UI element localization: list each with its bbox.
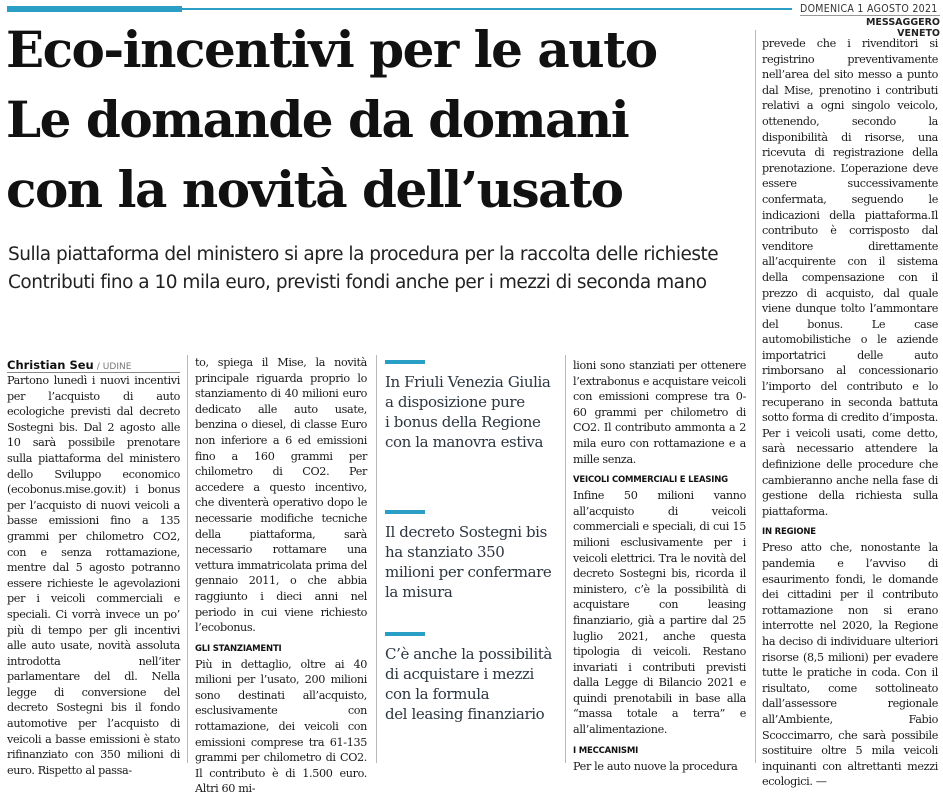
pullquote-line: del leasing finanziario: [385, 705, 545, 723]
byline-author: Christian Seu: [7, 358, 94, 372]
article-paragraph: lioni sono stanziati per ottenere l’extrabonus e acquistare veicoli con emissioni comprese tra 0-60 grammi per chilometro di CO2. Il contributo ammonta a 2 mila euro con rottamazione e a mille senza.: [573, 359, 746, 466]
article-paragraph: Più in dettaglio, oltre ai 40 milioni per l’usato, 200 milioni sono destinati all’acquisto, esclusivamente con rottamazione, dei veicoli con emissioni comprese tra 61-135 grammi per chilometro di CO2. Il contributo è di 1.500 euro. Altri 60 mi-: [195, 657, 367, 796]
pullquote-line: la misura: [385, 583, 453, 601]
pullquote-line: milioni per confermare: [385, 563, 552, 581]
section-heading: GLI STANZIAMENTI: [195, 643, 282, 654]
byline-place: UDINE: [102, 362, 132, 372]
article-column-4: [573, 358, 746, 774]
masthead-rule: [182, 8, 792, 10]
pullquote-line: a disposizione pure: [385, 393, 525, 411]
article-paragraph: prevede che i rivenditori si registrino preventivamente nell’area del sito messo a punto dal Mise, prenotino i contributi relativi a ogni singolo veicolo, ottenendo, secondo la disponibilità di risorse, una ricevuta di registrazione della prenotazione. L’operazione deve essere successivamente confermata, seguendo le indicazioni della piattaforma.Il contributo è corrisposto dal venditore direttamente all’acquirente con il sistema della compensazione con il prezzo di acquisto, dal quale viene dunque tolto l’ammontare del bonus. Le case automobilistiche o le aziende importatrici delle auto rimborsano al concessionario l’importo del contributo e lo recuperano in seconda battuta sotto forma di credito d’imposta. Per i veicoli usati, come detto, sarà necessario attendere la definizione delle procedure che cambieranno anche nella fase di gestione della richiesta sulla piattaforma.: [762, 37, 938, 518]
article-paragraph: Preso atto che, nonostante la pandemia e l’avviso di esaurimento fondi, le domande dei cittadini per il contributo rottamazione non si erano interrotte nel 2020, la Regione ha deciso di individuare ulteriori risorse (8,5 milioni) per evadere tutte le pratiche in coda. Con il risultato, come sottolineato dall’assessore regionale all’Ambiente, Fabio Scoccimarro, che sarà possibile sostituire oltre 5 mila veicoli inquinanti con altrettanti mezzi ecologici. —: [762, 541, 938, 789]
headline: [6, 15, 756, 225]
article-column-5: [762, 36, 938, 790]
pullquote-line: Il decreto Sostegni bis: [385, 523, 547, 541]
pullquote-accent: [385, 360, 425, 364]
article-column-1: [7, 373, 180, 778]
byline-separator: /: [96, 362, 100, 372]
subheadline-line: Contributi fino a 10 mila euro, previsti fondi anche per i mezzi di seconda mano: [8, 272, 707, 293]
column-divider: [755, 30, 756, 763]
pullquote-line: ha stanziato 350: [385, 543, 505, 561]
byline: [7, 358, 180, 372]
column-divider: [376, 355, 377, 763]
pullquote-line: i bonus della Regione: [385, 413, 541, 431]
article-paragraph: Infine 50 milioni vanno all’acquisto di veicoli commerciali e speciali, di cui 15 milioni esclusivamente per i veicoli elettrici. Tra le novità del decreto Sostegni bis, ricorda il ministero, c’è la possibilità di acquistare con leasing finanziario, già a partire dal 25 luglio 2021, anche questa tipologia di veicoli. Restano invariati i contributi previsti dalla Legge di Bilancio 2021 e quindi prenotabili in base alla “massa totale a terra” e all’alimentazione.: [573, 489, 746, 737]
pullquote-text: [385, 644, 557, 724]
pullquote-accent: [385, 632, 425, 636]
column-divider: [187, 355, 188, 763]
pullquote-text: [385, 522, 557, 602]
pullquote-line: di acquistare i mezzi: [385, 665, 534, 683]
masthead-date: DOMENICA 1 AGOSTO 2021: [800, 3, 938, 15]
pullquote-line: In Friuli Venezia Giulia: [385, 373, 551, 391]
headline-line: Eco-incentivi per le auto: [6, 20, 657, 79]
pullquote-line: con la manovra estiva: [385, 433, 543, 451]
pullquote-accent: [385, 510, 425, 514]
pullquote: [385, 510, 557, 602]
pullquote-line: con la formula: [385, 685, 490, 703]
masthead-paper-name: MESSAGGERO VENETO: [865, 17, 940, 39]
article-paragraph: Per le auto nuove la procedura: [573, 759, 738, 773]
pullquote: [385, 360, 557, 452]
section-heading: IN REGIONE: [762, 527, 816, 538]
section-heading: I MECCANISMI: [573, 745, 639, 756]
masthead-separator: [800, 15, 940, 16]
article-paragraph: to, spiega il Mise, la novità principale riguarda proprio lo stanziamento di 40 milioni euro dedicato alle auto usate, benzina o diesel, di classe Euro non inferiore a 6 ed emissioni fino a 160 grammi per chilometro di CO2. Per accedere a questo incentivo, che diventerà operativo dopo le necessarie modifiche tecniche della piattaforma, sarà necessario rottamare una vettura immatricolata prima del gennaio 2011, o che abbia raggiunto i dieci anni nel periodo in cui viene richiesto l’ecobonus.: [195, 356, 367, 635]
article-column-2: [195, 355, 367, 797]
article-paragraph: Partono lunedì i nuovi incentivi per l’acquisto di auto ecologiche previsti dal decreto Sostegni bis. Dal 2 agosto alle 10 sarà possibile prenotare sulla piattaforma del ministero dello Sviluppo economico (ecobonus.mise.gov.it) i bonus per l’acquisto di nuovi veicoli a basse emissioni fino a 135 grammi per chilometro CO2, con e senza rottamazione, mentre dal 5 agosto potranno essere richieste le agevolazioni per i veicoli commerciali e speciali. Ci vorrà invece un po’ più di tempo per gli incentivi alle auto usate, novità assoluta introdotta nell’iter parlamentare del dl. Nella legge di conversione del decreto Sostegni bis il fondo automotive per l’acquisto di veicoli a basse emissioni è stato rifinanziato con 350 milioni di euro. Rispetto al passa-: [7, 374, 180, 777]
section-heading: VEICOLI COMMERCIALI E LEASING: [573, 475, 728, 486]
subheadline: [8, 241, 753, 297]
pullquote-line: C’è anche la possibilità: [385, 645, 552, 663]
subheadline-line: Sulla piattaforma del ministero si apre la procedura per la raccolta delle richieste: [8, 244, 719, 265]
pullquote: [385, 632, 557, 724]
pullquote-text: [385, 372, 557, 452]
headline-line: Le domande da domani: [6, 90, 629, 149]
column-divider: [565, 355, 566, 763]
masthead-accent-bar: [7, 6, 182, 12]
headline-line: con la novità dell’usato: [6, 160, 623, 219]
